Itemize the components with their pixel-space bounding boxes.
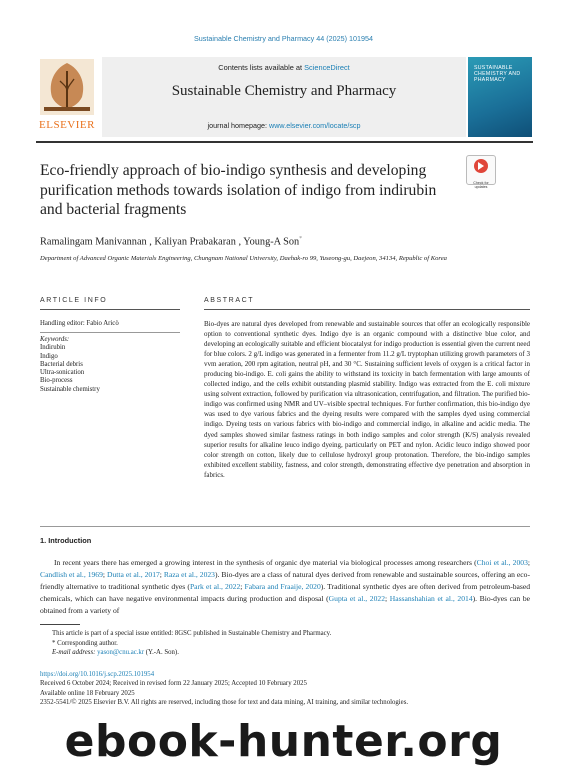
author-separator: ,	[146, 236, 155, 248]
check-for-updates-button[interactable]	[466, 155, 496, 189]
available-online: Available online 18 February 2025	[40, 689, 135, 697]
journal-info-panel	[102, 57, 466, 137]
keyword: Sustainable chemistry	[40, 385, 100, 393]
keyword: Bio-process	[40, 377, 73, 385]
email-note	[52, 648, 331, 658]
section-heading: 1. Introduction	[40, 536, 92, 545]
intro-text: ). Traditional synthetic dyes are often derived from petroleum-based chemicals, which can have negative environmental impacts during production and disposal (	[40, 581, 531, 603]
abstract-divider	[204, 309, 530, 310]
doi-link[interactable]: https://doi.org/10.1016/j.scp.2025.101954	[40, 671, 155, 678]
author-name[interactable]: Ramalingam Manivannan	[40, 236, 147, 248]
author-name[interactable]: Young-A Son	[243, 236, 300, 248]
citation-link[interactable]: Candlish et al., 1969	[40, 569, 103, 579]
check-updates-label: Check for updates	[473, 181, 489, 189]
citation-separator: ;	[240, 581, 245, 591]
keyword: Bacterial debris	[40, 360, 83, 368]
email-label: E-mail address:	[52, 649, 98, 657]
watermark: ebook-hunter.org	[64, 716, 503, 767]
corresponding-author-mark[interactable]: *	[299, 236, 303, 242]
footnotes	[52, 629, 331, 658]
article-info-subdivider	[40, 332, 180, 333]
special-issue-note: This article is part of a special issue entitled: 8GSC published in Sustainable Chemistry and Pharmacy.	[52, 630, 332, 637]
citation-separator: ;	[385, 593, 390, 603]
author-separator: ,	[235, 236, 244, 248]
keyword: Ultra-sonication	[40, 369, 85, 377]
homepage-prefix: journal homepage:	[207, 121, 270, 130]
affiliation: Department of Advanced Organic Materials Engineering, Chungnam National University, Daehak-ro 99, Yuseong-gu, Daejeon, 34134, Republic of Korea	[40, 255, 447, 262]
abstract-text: Bio-dyes are natural dyes developed from renewable and sustainable sources that offer an ecologically responsible option to conventional synthetic dyes. Indigo dye is an organic compound with a distinctive blue color, and developing an ecologically suitable and efficient biocatalyst for indigo production is essential given the current need for blue colors. 2 g/L indigo was generated in a fermenter from 11.2 g/L tryptophan utilizing growth parameters of 3 vvm aeration, 200 rpm agitation, neutral pH, and 30 °C. Sustaining sufficient levels of oxygen is a critical factor in producing bio-indigo. E. coli gains the ability to withstand its toxicity in batch fermentation with large amounts of collected indigo, and the cells exhibit outstanding plasmid stability. Indigo was extracted from the E. coli mixture using solvent extraction, followed by purification via ultrasonication, centrifugation, and filtration. The purified bio-indigo was confirmed using NMR and UV–visible spectral techniques. For further confirmation, this bio-indigo dye was used to dye various fabrics and the dyeing results were compared with the samples dyed using commercial indigo. Dyeing tests on various fabrics with bio-indigo and commercial indigo, in alkaline and acidic media. The dyed samples showed similar fastness ratings in both indigo samples and color strength (K/S) analysis revealed superior results for alkaline leuco indigo dyeing, particularly on PET and nylon. Acidic leuco indigo showed poor color strength on cotton, likely due to cellulose hydroxyl group protonation. Therefore, the bio-indigo samples exhibited excellent stability, fastness, and color strength, demonstrating effective dye penetration and absorption in fabrics.	[204, 320, 530, 479]
article-history	[40, 670, 408, 708]
abstract-heading: ABSTRACT	[204, 297, 255, 304]
article-info-heading: ARTICLE INFO	[40, 297, 108, 304]
citation-link[interactable]: Fabara and Fraaije, 2020	[244, 581, 321, 591]
email-suffix: (Y.-A. Son).	[144, 649, 179, 657]
email-link[interactable]: yason@cnu.ac.kr	[97, 649, 145, 657]
citation-separator: ;	[527, 558, 530, 567]
abstract-bottom-divider	[40, 526, 530, 527]
homepage-line	[102, 121, 466, 130]
citation-link[interactable]: Park et al., 2022	[189, 581, 241, 591]
journal-cover-image[interactable]	[468, 57, 532, 137]
keyword: Indigo	[40, 352, 58, 360]
citation-link[interactable]: Raza et al., 2023	[163, 569, 215, 579]
citation-link[interactable]: Hassanshahian et al., 2014	[389, 593, 473, 603]
cover-title: SUSTAINABLE CHEMISTRY AND PHARMACY	[474, 65, 521, 83]
handling-editor: Handling editor: Fabio Aricò	[40, 320, 119, 327]
intro-text: In recent years there has emerged a growing interest in the synthesis of organic dye material via biological processes among researchers (	[54, 558, 477, 567]
citation-link[interactable]: Choi et al., 2003	[476, 558, 528, 567]
copyright: 2352-5541/© 2025 Elsevier B.V. All rights are reserved, including those for text and data mining, AI training, and similar technologies.	[40, 699, 409, 707]
elsevier-logo	[36, 57, 98, 137]
footnote-divider	[40, 624, 80, 625]
keyword: Indirubin	[40, 344, 66, 352]
received-dates: Received 6 October 2024; Received in revised form 22 January 2025; Accepted 10 February 2025	[40, 680, 307, 688]
contents-line	[102, 63, 466, 72]
journal-reference[interactable]: Sustainable Chemistry and Pharmacy 44 (2025) 101954	[194, 34, 373, 43]
sciencedirect-link[interactable]: ScienceDirect	[304, 63, 350, 72]
intro-paragraph	[40, 557, 530, 617]
citation-link[interactable]: Dutta et al., 2017	[107, 569, 160, 579]
check-updates-icon	[467, 156, 495, 176]
keywords-block	[40, 336, 100, 394]
keywords-label: Keywords:	[40, 336, 70, 343]
citation-separator: ;	[102, 569, 108, 579]
corresponding-author-note: * Corresponding author.	[52, 639, 118, 647]
citation-separator: ;	[159, 569, 164, 579]
intro-text: ). Bio-dyes can be obtained from a variety of	[40, 593, 530, 615]
contents-prefix: Contents lists available at	[218, 63, 305, 72]
journal-name: Sustainable Chemistry and Pharmacy	[171, 83, 397, 99]
author-name[interactable]: Kaliyan Prabakaran	[154, 236, 236, 248]
author-list	[40, 236, 302, 247]
homepage-link[interactable]: www.elsevier.com/locate/scp	[269, 121, 361, 130]
journal-header	[36, 57, 533, 139]
elsevier-wordmark: ELSEVIER	[39, 119, 95, 131]
article-info-divider	[40, 309, 180, 310]
intro-text: ). Bio-dyes are a class of natural dyes derived from renewable and sustainable sources, offering an eco-friendly alternative to traditional synthetic dyes (	[40, 569, 530, 591]
header-divider	[36, 141, 533, 143]
citation-link[interactable]: Gupta et al., 2022	[328, 593, 385, 603]
article-title: Eco-friendly approach of bio-indigo synthesis and developing purification methods towards isolation of indigo from indirubin and bacterial fragments	[40, 162, 437, 218]
